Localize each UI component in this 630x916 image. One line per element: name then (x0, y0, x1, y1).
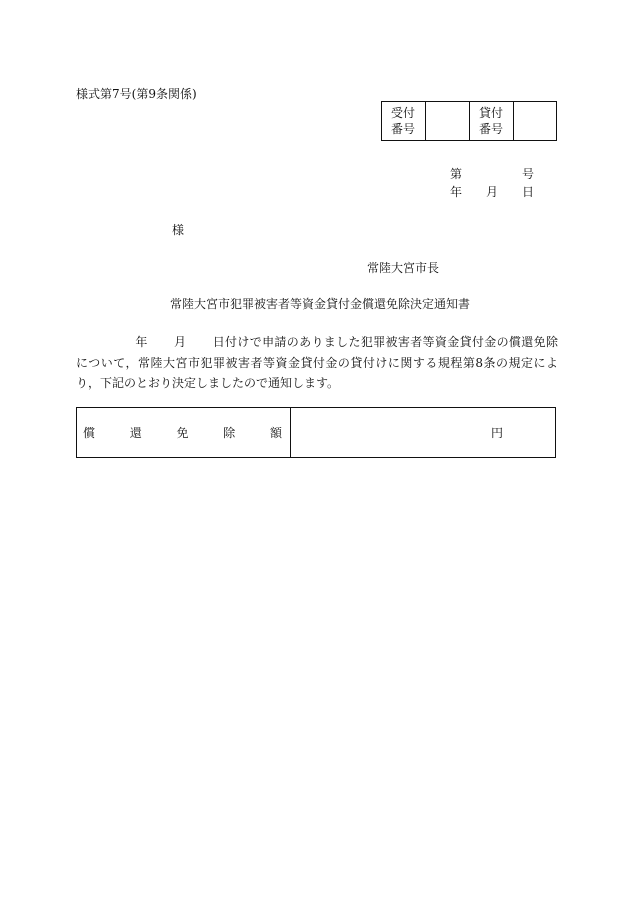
date-month: 月 (486, 185, 499, 199)
label-char-2: 還 (129, 426, 142, 440)
label-char-5: 額 (269, 426, 282, 440)
loan-number-cell[interactable] (514, 102, 557, 141)
repayment-exemption-table (76, 407, 556, 458)
yen-unit: 円 (490, 426, 503, 440)
body-month: 月 (173, 335, 187, 349)
received-label-line2: 番号 (391, 122, 416, 136)
received-label-line1: 受付 (391, 106, 416, 120)
issuer-name: 常陸大宮市長 (367, 261, 440, 275)
loan-label-line2: 番号 (479, 122, 504, 136)
date-day: 日 (522, 185, 535, 199)
doc-number-go: 号 (522, 167, 535, 181)
doc-number-dai: 第 (450, 167, 463, 181)
loan-number-label (470, 102, 514, 141)
label-char-3: 免 (176, 426, 189, 440)
body-text: 日付けで申請のありました犯罪被害者等資金貸付金の償還免除について，常陸大宮市犯罪被害者等資金貸付金の貸付けに関する規程第8条の規定により，下記のとおり決定しましたので通知します。 (76, 335, 558, 390)
date-year: 年 (450, 185, 463, 199)
received-number-label (382, 102, 426, 141)
reception-number-table (381, 101, 557, 141)
document-title: 常陸大宮市犯罪被害者等資金貸付金償還免除決定通知書 (170, 297, 471, 311)
exemption-amount-label (77, 408, 291, 458)
loan-label-line1: 貸付 (479, 106, 504, 120)
form-label: 様式第7号(第9条関係) (76, 87, 197, 101)
addressee-suffix: 様 (172, 223, 185, 237)
body-year: 年 (135, 335, 148, 349)
label-char-1: 償 (83, 426, 96, 440)
notice-body (76, 332, 558, 394)
received-number-cell[interactable] (426, 102, 470, 141)
label-char-4: 除 (223, 426, 236, 440)
exemption-amount-value[interactable] (291, 408, 556, 458)
